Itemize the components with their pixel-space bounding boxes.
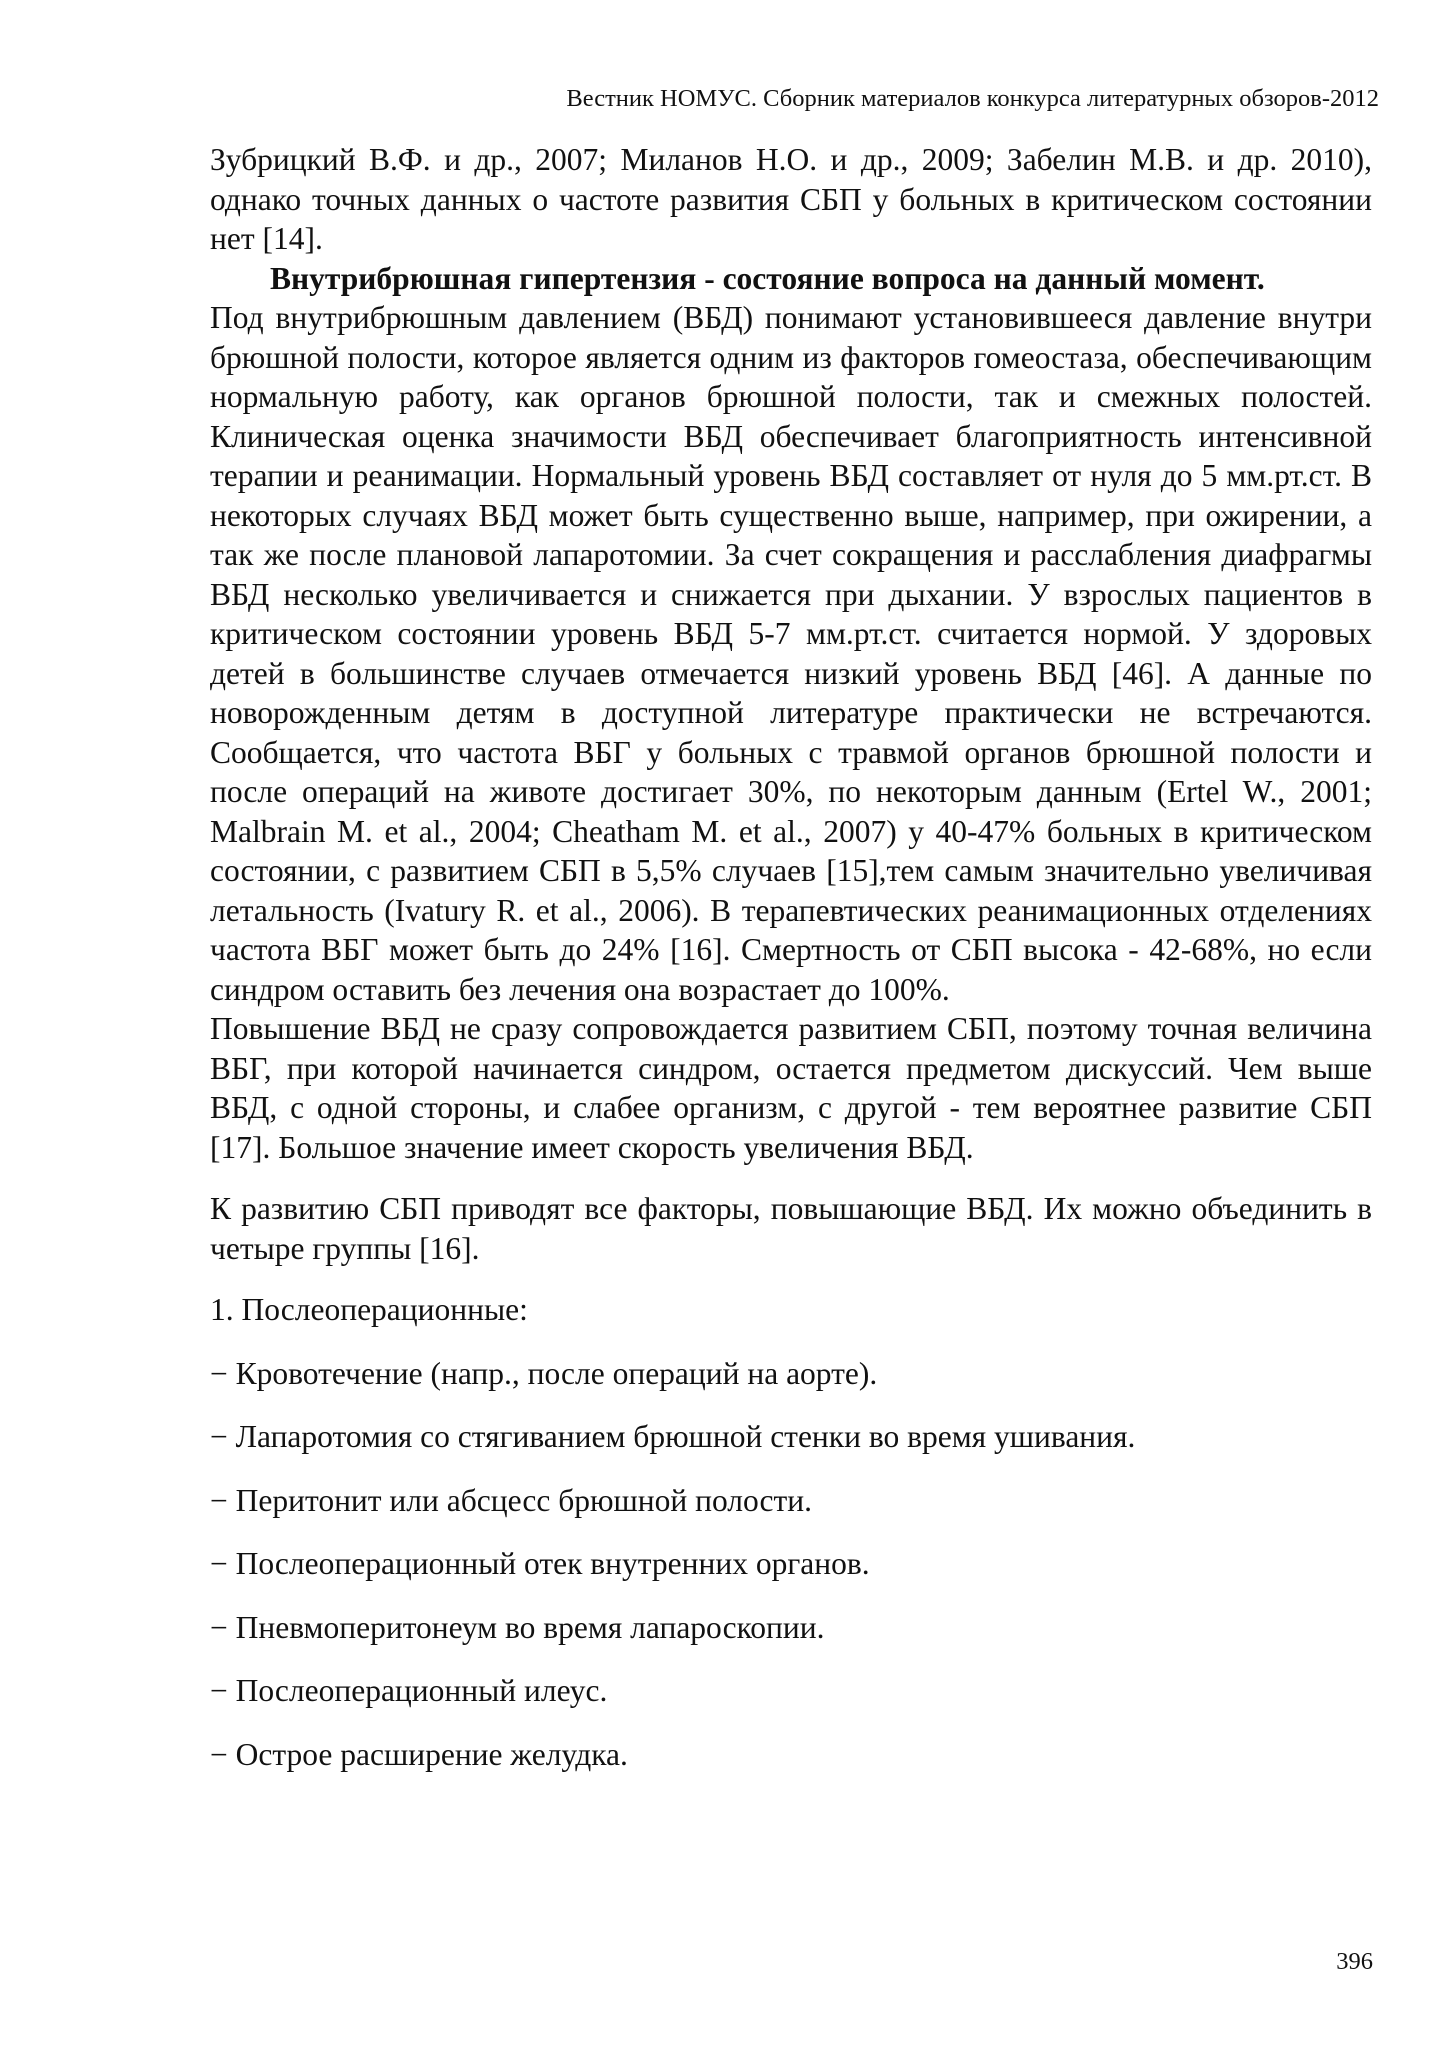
list-item: − Перитонит или абсцесс брюшной полости. (210, 1482, 813, 1518)
section-heading: Внутрибрюшная гипертензия - состояние вопроса на данный момент. (270, 260, 1265, 296)
list-item: − Острое расширение желудка. (210, 1736, 628, 1772)
list-title: 1. Послеоперационные: (210, 1292, 528, 1327)
list-item: − Лапаротомия со стягиванием брюшной стенки во время ушивания. (210, 1419, 1136, 1454)
list-item: − Пневмоперитонеум во время лапароскопии. (210, 1609, 825, 1645)
paragraph-iap-increase: Повышение ВБД не сразу сопровождается развитием СБП, поэтому точная величина ВБГ, при которой начинается синдром, остается предметом дискуссий. Чем выше ВБД, с одной стороны, и слабее организм, с другой - тем вероятнее развитие СБП [17]. Большое значение имеет скорость увеличения ВБД. (210, 1011, 1372, 1165)
paragraph-iap-definition: Под внутрибрюшным давлением (ВБД) понимают установившееся давление внутри брюшной полости, которое является одним из факторов гомеостаза, обеспечивающим нормальную работу, как органов брюшной полости, так и смежных полостей. Клиническая оценка значимости ВБД обеспечивает благоприятность интенсивной терапии и реанимации. Нормальный уровень ВБД составляет от нуля до 5 мм.рт.ст. В некоторых случаях ВБД может быть существенно выше, например, при ожирении, а так же после плановой лапаротомии. За счет сокращения и расслабления диафрагмы ВБД несколько увеличивается и снижается при дыхании. У взрослых пациентов в критическом состоянии уровень ВБД 5-7 мм.рт.ст. считается нормой. У здоровых детей в большинстве случаев отмечается низкий уровень ВБД [46]. А данные по новорожденным детям в доступной литературе практически не встречаются. Сообщается, что частота ВБГ у больных с травмой органов брюшной полости и после операций на животе достигает 30%, по некоторым данным (Ertel W., 2001; Malbrain M. et al., 2004; Cheatham M. et al., 2007) у 40-47% больных в критическом состоянии, с развитием СБП в 5,5% случаев [15],тем самым значительно увеличивая летальность (Ivatury R. et al., 2006). В терапевтических реанимационных отделениях частота ВБГ может быть до 24% [16]. Смертность от СБП высока - 42-68%, но если синдром оставить без лечения она возрастает до 100%. (210, 300, 1372, 1007)
page-number: 396 (1336, 1948, 1373, 1975)
paragraph-continued: Зубрицкий В.Ф. и др., 2007; Миланов Н.О. и др., 2009; Забелин М.В. и др. 2010), однако точных данных о частоте развития СБП у больных в критическом состоянии нет [14]. (210, 142, 1372, 256)
list-item: − Послеоперационный илеус. (210, 1673, 608, 1708)
article-body (210, 140, 1372, 1774)
paragraph-risk-factors: К развитию СБП приводят все факторы, повышающие ВБД. Их можно объединить в четыре группы [16]. (210, 1191, 1372, 1266)
list-item: − Послеоперационный отек внутренних органов. (210, 1546, 870, 1581)
list-item: − Кровотечение (напр., после операций на аорте). (210, 1355, 878, 1391)
running-header: Вестник НОМУС. Сборник материалов конкурса литературных обзоров-2012 (566, 85, 1379, 112)
